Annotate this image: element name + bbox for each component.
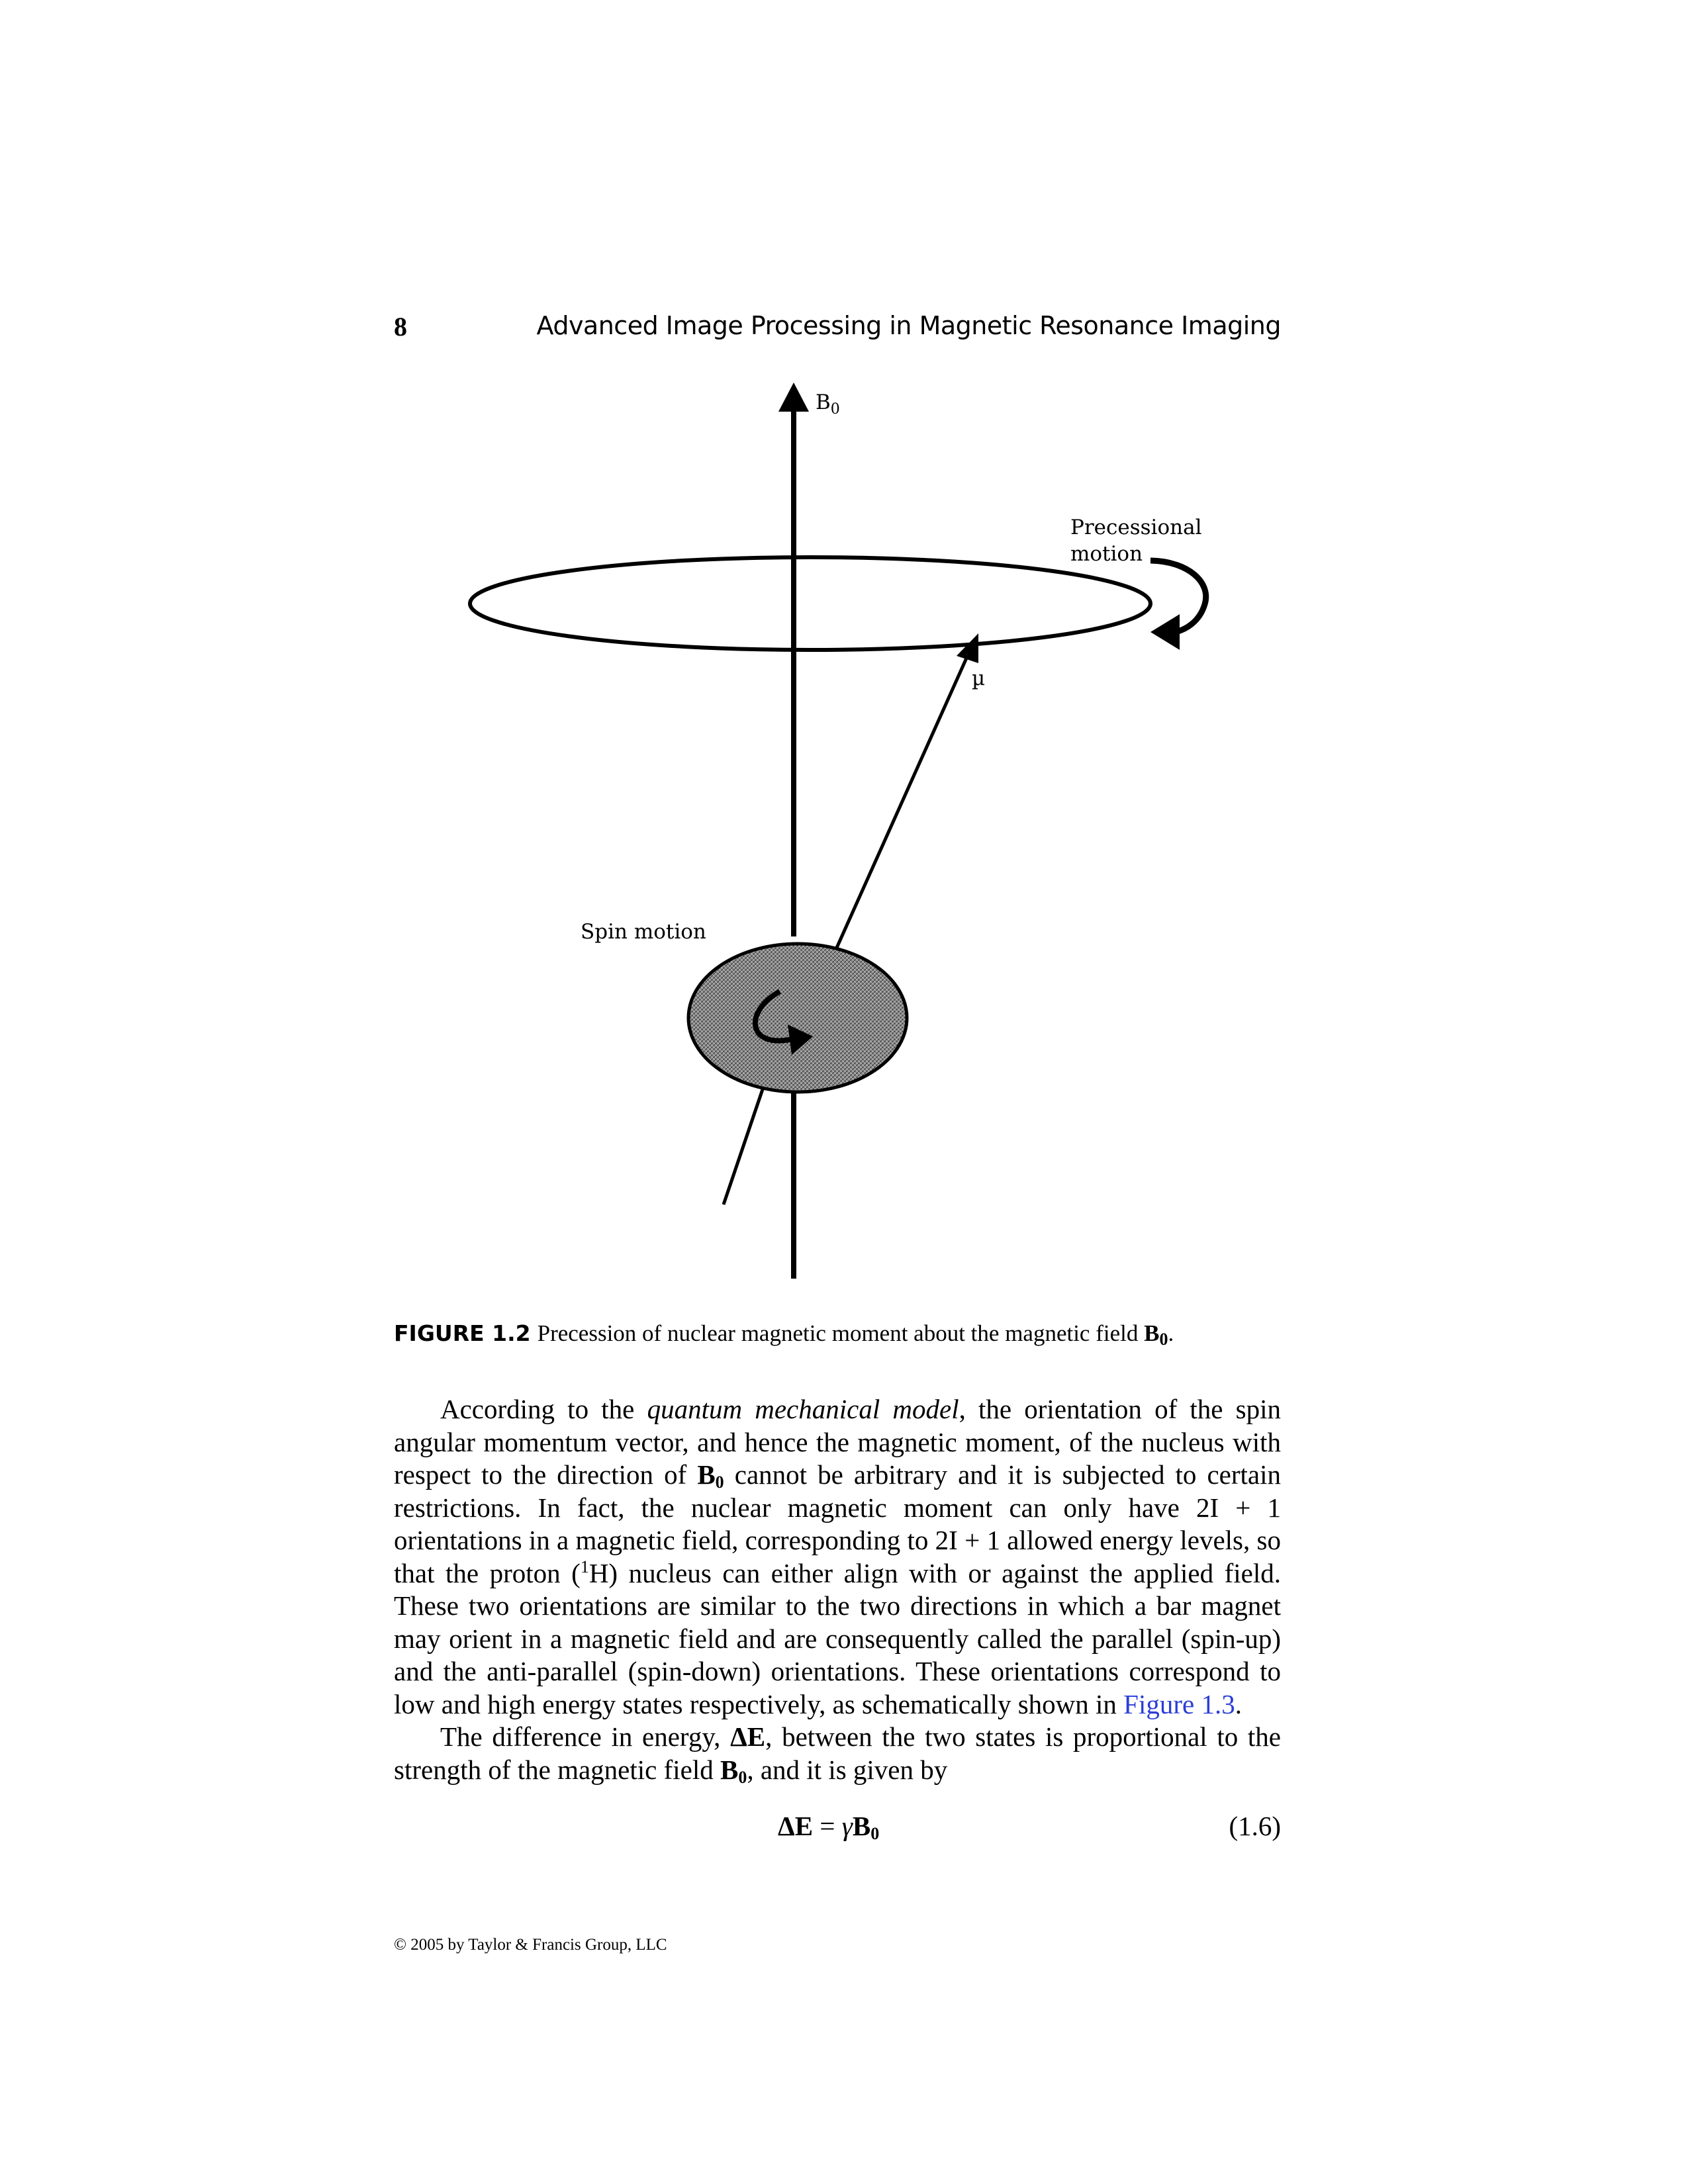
b0-label <box>816 389 840 420</box>
mu-vector <box>837 655 968 948</box>
eq-lhs: ΔE <box>778 1811 814 1841</box>
p2-b0-subscript: 0 <box>738 1767 747 1787</box>
eq-b0: B <box>852 1811 871 1841</box>
p1-text-5: . <box>1235 1688 1242 1719</box>
p2-b0: B <box>720 1754 739 1785</box>
caption-end: . <box>1168 1320 1174 1346</box>
eq-b0-subscript: 0 <box>870 1824 880 1843</box>
p1-italic-term: quantum mechanical model <box>647 1394 959 1424</box>
caption-text: Precession of nuclear magnetic moment about the magnetic field <box>537 1320 1145 1346</box>
p1-b0-subscript: 0 <box>715 1473 724 1492</box>
caption-label: FIGURE 1.2 <box>394 1320 531 1346</box>
p1-text-3: cannot be arbitrary and it is subjected to certain restrictions. In fact, the nuclear magnetic moment can only have 2I + 1 orientations in a magnetic field, corresponding to 2I + 1 allowed energy levels, so that the proton ( <box>394 1459 1282 1588</box>
page-number: 8 <box>394 312 407 341</box>
b0-subscript: 0 <box>830 401 840 418</box>
mu-vector-tail <box>724 1089 763 1205</box>
p1-text-2: , the orientation of the spin angular momentum vector, and hence the magnetic moment, of the nucleus with respect to the direction of <box>394 1394 1282 1490</box>
p2-text-1: The difference in energy, <box>440 1721 731 1752</box>
eq-gamma: γ <box>841 1811 853 1841</box>
precessional-label <box>1070 514 1202 568</box>
precessional-line-2: motion <box>1070 542 1143 567</box>
p1-superscript: 1 <box>580 1557 589 1576</box>
body-text <box>394 1393 1281 1786</box>
copyright: © 2005 by Taylor & Francis Group, LLC <box>394 1936 667 1954</box>
nucleus <box>688 944 907 1092</box>
b0-arrowhead <box>778 383 809 412</box>
paragraph-2 <box>394 1721 1281 1786</box>
b0-letter: B <box>816 390 831 414</box>
caption-b0: B <box>1144 1320 1160 1346</box>
caption-b0-subscript: 0 <box>1159 1330 1168 1349</box>
p1-text-1: According to the <box>440 1394 647 1424</box>
mu-label: µ <box>972 666 986 690</box>
equation-number: (1.6) <box>1229 1811 1281 1841</box>
equation-body <box>778 1810 879 1842</box>
running-title: Advanced Image Processing in Magnetic Resonance Imaging <box>536 311 1281 340</box>
figure-caption <box>394 1320 1281 1347</box>
p1-b0: B <box>697 1459 716 1490</box>
p2-text-3: , and it is given by <box>747 1754 948 1785</box>
p1-text-4: H) nucleus can either align with or against the applied field. These two orientations are similar to the two directions in which a bar magnet may orient in a magnetic field and are consequently called the parallel (spin-up) and the anti-parallel (spin-down) orientations. These orientations correspond to low and high energy states respectively, as schematically shown in <box>394 1557 1281 1719</box>
equation-1-6 <box>394 1810 1281 1850</box>
spin-motion-label: Spin motion <box>581 920 706 944</box>
precession-arrowhead <box>1150 614 1180 650</box>
p2-text-2: , between the two states is proportional to the strength of the magnetic field <box>394 1721 1281 1785</box>
eq-equals: = <box>813 1811 842 1841</box>
figure-1-3-link[interactable]: Figure 1.3 <box>1123 1688 1235 1719</box>
mu-arrowhead <box>957 633 978 663</box>
p2-delta-e: ΔE <box>730 1721 766 1752</box>
precession-orbit <box>470 557 1150 650</box>
precessional-line-1: Precessional <box>1070 516 1202 539</box>
paragraph-1 <box>394 1393 1281 1721</box>
